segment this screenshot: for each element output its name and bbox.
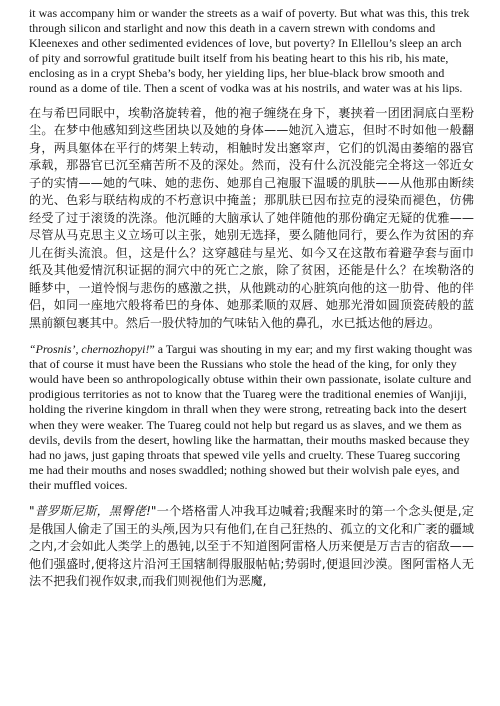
paragraph-chinese-2-body: 一个塔格雷人冲我耳边喊着;我醒来时的第一个念头便是,定是俄国人偷走了国王的头颅,因为只有他们,在自己狂热的、孤立的文化和广袤的疆域之内,才会如此人类学上的愚钝,以至于不知道图阿雷格人历来便是万吉吉的宿敌——他们强盛时,便将这片沿河王国辖制得服服帖帖;势弱时,便退回沙漠。图阿雷格人无法不把我们视作奴隶,而我们则视他们为恶魔, bbox=[29, 504, 474, 588]
paragraph-english-1: it was accompany him or wander the streets as a waif of poverty. But what was this, this trek through silicon and starlight and now this death in a cavern strewn with condoms and Kleenexes and other sedimented evidences of love, but poverty? In Ellellou’s sleep an arch of pity and sorrowful gratitude built itself from his beating heart to this his rib, his mate, enclosing as in a crypt Sheba’s body, her yielding lips, her blue-black brow smooth and round as a dome of tile. Then a scent of vodka was at his nostrils, and water was at his lips. bbox=[29, 6, 470, 96]
paragraph-chinese-2 bbox=[29, 503, 474, 591]
russian-phrase: “Prosnis’, chernozhopyi! bbox=[29, 342, 150, 357]
paragraph-english-2 bbox=[29, 342, 474, 493]
book-page bbox=[29, 6, 474, 591]
paragraph-chinese-1: 在与希巴同眠中，埃勒洛旋转着，他的袍子缠绕在身下，裹挟着一团团洞底白垩粉尘。在梦中他感知到这些团块以及她的身体——她沉入遗忘，但时不时如他一般翻身，两具躯体在平行的烤架上转动，相触时发出窸窣声，它们的饥渴由萎缩的器官承载，那器官已沉至痛苦所不及的深处。然而，没有什么沉没能完全将这一邻近女子的实情——她的气味、她的悲伤、她那自己袍服下温暖的肌肤——从他那由断续的光、色彩与联结构成的不朽意识中掩盖；那肌肤已因布拉克的浸染而褪色，仿佛经受了过于滚烫的洗涤。他沉睡的大脑承认了她伴随他的那份确定无疑的优雅——尽管从马克思主义立场可以主张，她别无选择，要么随他同行，要么作为贫困的弃儿在街头流浪。但，这是什么？这穿越硅与星光、如今又在这散布着避孕套与面巾纸及其他爱情沉积证据的洞穴中的死亡之旅，除了贫困，还能是什么？在埃勒洛的睡梦中，一道怜悯与悲伤的感激之拱，从他跳动的心脏筑向他的这一肋骨、他的伴侣，如同一座地穴般将希巴的身体、她那柔顺的双唇、她那光滑如圆顶瓷砖般的蓝黑前额包裹其中。然后一股伏特加的气味钻入他的鼻孔，水已抵达他的唇边。 bbox=[29, 105, 474, 330]
paragraph-english-2-body: ” a Targui was shouting in my ear; and my first waking thought was that of course it must have been the Russians who stole the head of the king, for only they would have been so anthropologically obtuse within their own passionate, isolate culture and prodigious territories as not to know that the Tuareg were the traditional enemies of Wanjiji, holding the riverine kingdom in thrall when they were strong, retreating back into the desert when they were weaker. The Tuareg could not help but regard us as slaves, and we them as devils, devils from the desert, howling like the harmattan, their mouths masked because they had no jaws, just gaping throats that spewed vile yells and cruelty. These Tuareg succoring me had their mouths and noses swaddled; nothing showed but their wolvish pale eyes, and their muffled voices. bbox=[29, 342, 473, 492]
russian-phrase-chinese: "普罗斯尼斯，黑臀佬!" bbox=[29, 504, 157, 518]
